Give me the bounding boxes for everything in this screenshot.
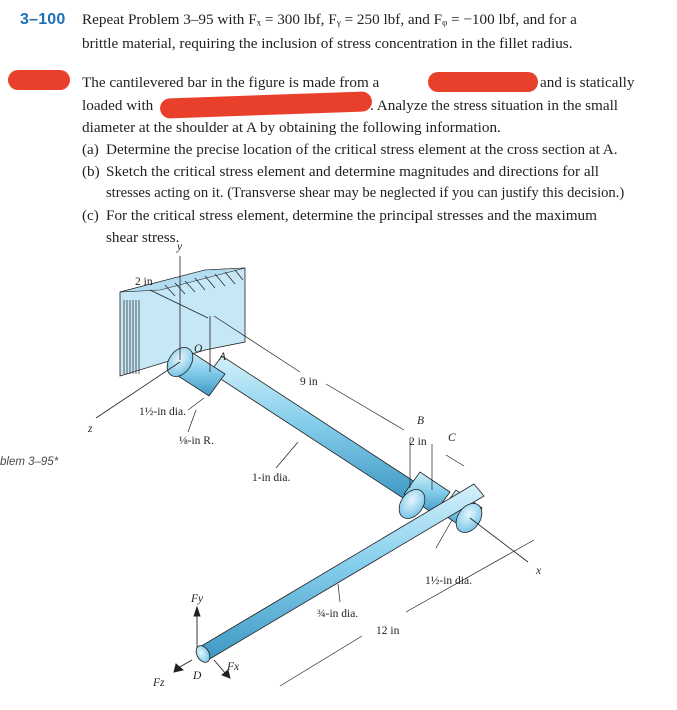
label-point-o: O — [194, 343, 203, 355]
margin-problem-label: blem 3–95* — [0, 456, 59, 468]
ref-line-3: diameter at the shoulder at A by obtaining the following information. — [82, 119, 501, 136]
item-b-text-1: Sketch the critical stress element and determine magnitudes and directions for all — [106, 163, 600, 180]
problem-number: 3–100 — [20, 11, 66, 28]
label-point-c: C — [448, 432, 456, 444]
label-9in: 9 in — [300, 376, 318, 388]
label-point-a: A — [219, 351, 227, 363]
problem-text-line-2: brittle material, requiring the inclusion of stress concentration in the fillet radius. — [82, 35, 573, 52]
label-force-fx: Fx — [227, 661, 240, 673]
ref-line-2b: . Analyze the stress situation in the small — [370, 97, 619, 114]
item-a-text: Determine the precise location of the critical stress element at the cross section at A. — [106, 141, 618, 158]
label-point-d: D — [193, 670, 202, 682]
label-dia-1: 1-in dia. — [252, 472, 291, 484]
problem-text-line-1: Repeat Problem 3–95 with Fₓ = 300 lbf, Fᵧ = 250 lbf, and Fᵩ = −100 lbf, and for a — [82, 11, 577, 28]
ref-line-1a: The cantilevered bar in the figure is made from a — [82, 74, 380, 91]
label-z-axis: z — [88, 423, 93, 435]
ref-line-2a: loaded with — [82, 97, 154, 114]
label-x-axis: x — [536, 565, 542, 577]
label-2in-top: 2 in — [135, 276, 153, 288]
item-c-text-2: shear stress. — [106, 229, 180, 246]
label-force-fz: Fz — [153, 677, 165, 689]
label-point-b: B — [417, 415, 425, 427]
label-force-fy: Fy — [191, 593, 204, 605]
label-2in-right: 2 in — [409, 436, 427, 448]
item-c-tag: (c) — [82, 207, 99, 224]
item-b-tag: (b) — [82, 163, 100, 180]
item-b-text-2: stresses acting on it. (Transverse shear may be neglected if you can justify this decision.) — [106, 185, 625, 201]
label-y-axis: y — [177, 241, 183, 253]
label-fillet-radius: ⅛-in R. — [179, 435, 214, 447]
label-dia-1-5-left: 1½-in dia. — [139, 406, 186, 418]
item-a-tag: (a) — [82, 141, 99, 158]
ref-line-1b: and is statically — [540, 74, 635, 91]
label-12in: 12 in — [376, 625, 400, 637]
label-dia-1-5-right: 1½-in dia. — [425, 575, 472, 587]
label-dia-0-75: ¾-in dia. — [317, 608, 359, 620]
item-c-text-1: For the critical stress element, determine the principal stresses and the maximum — [106, 207, 597, 224]
